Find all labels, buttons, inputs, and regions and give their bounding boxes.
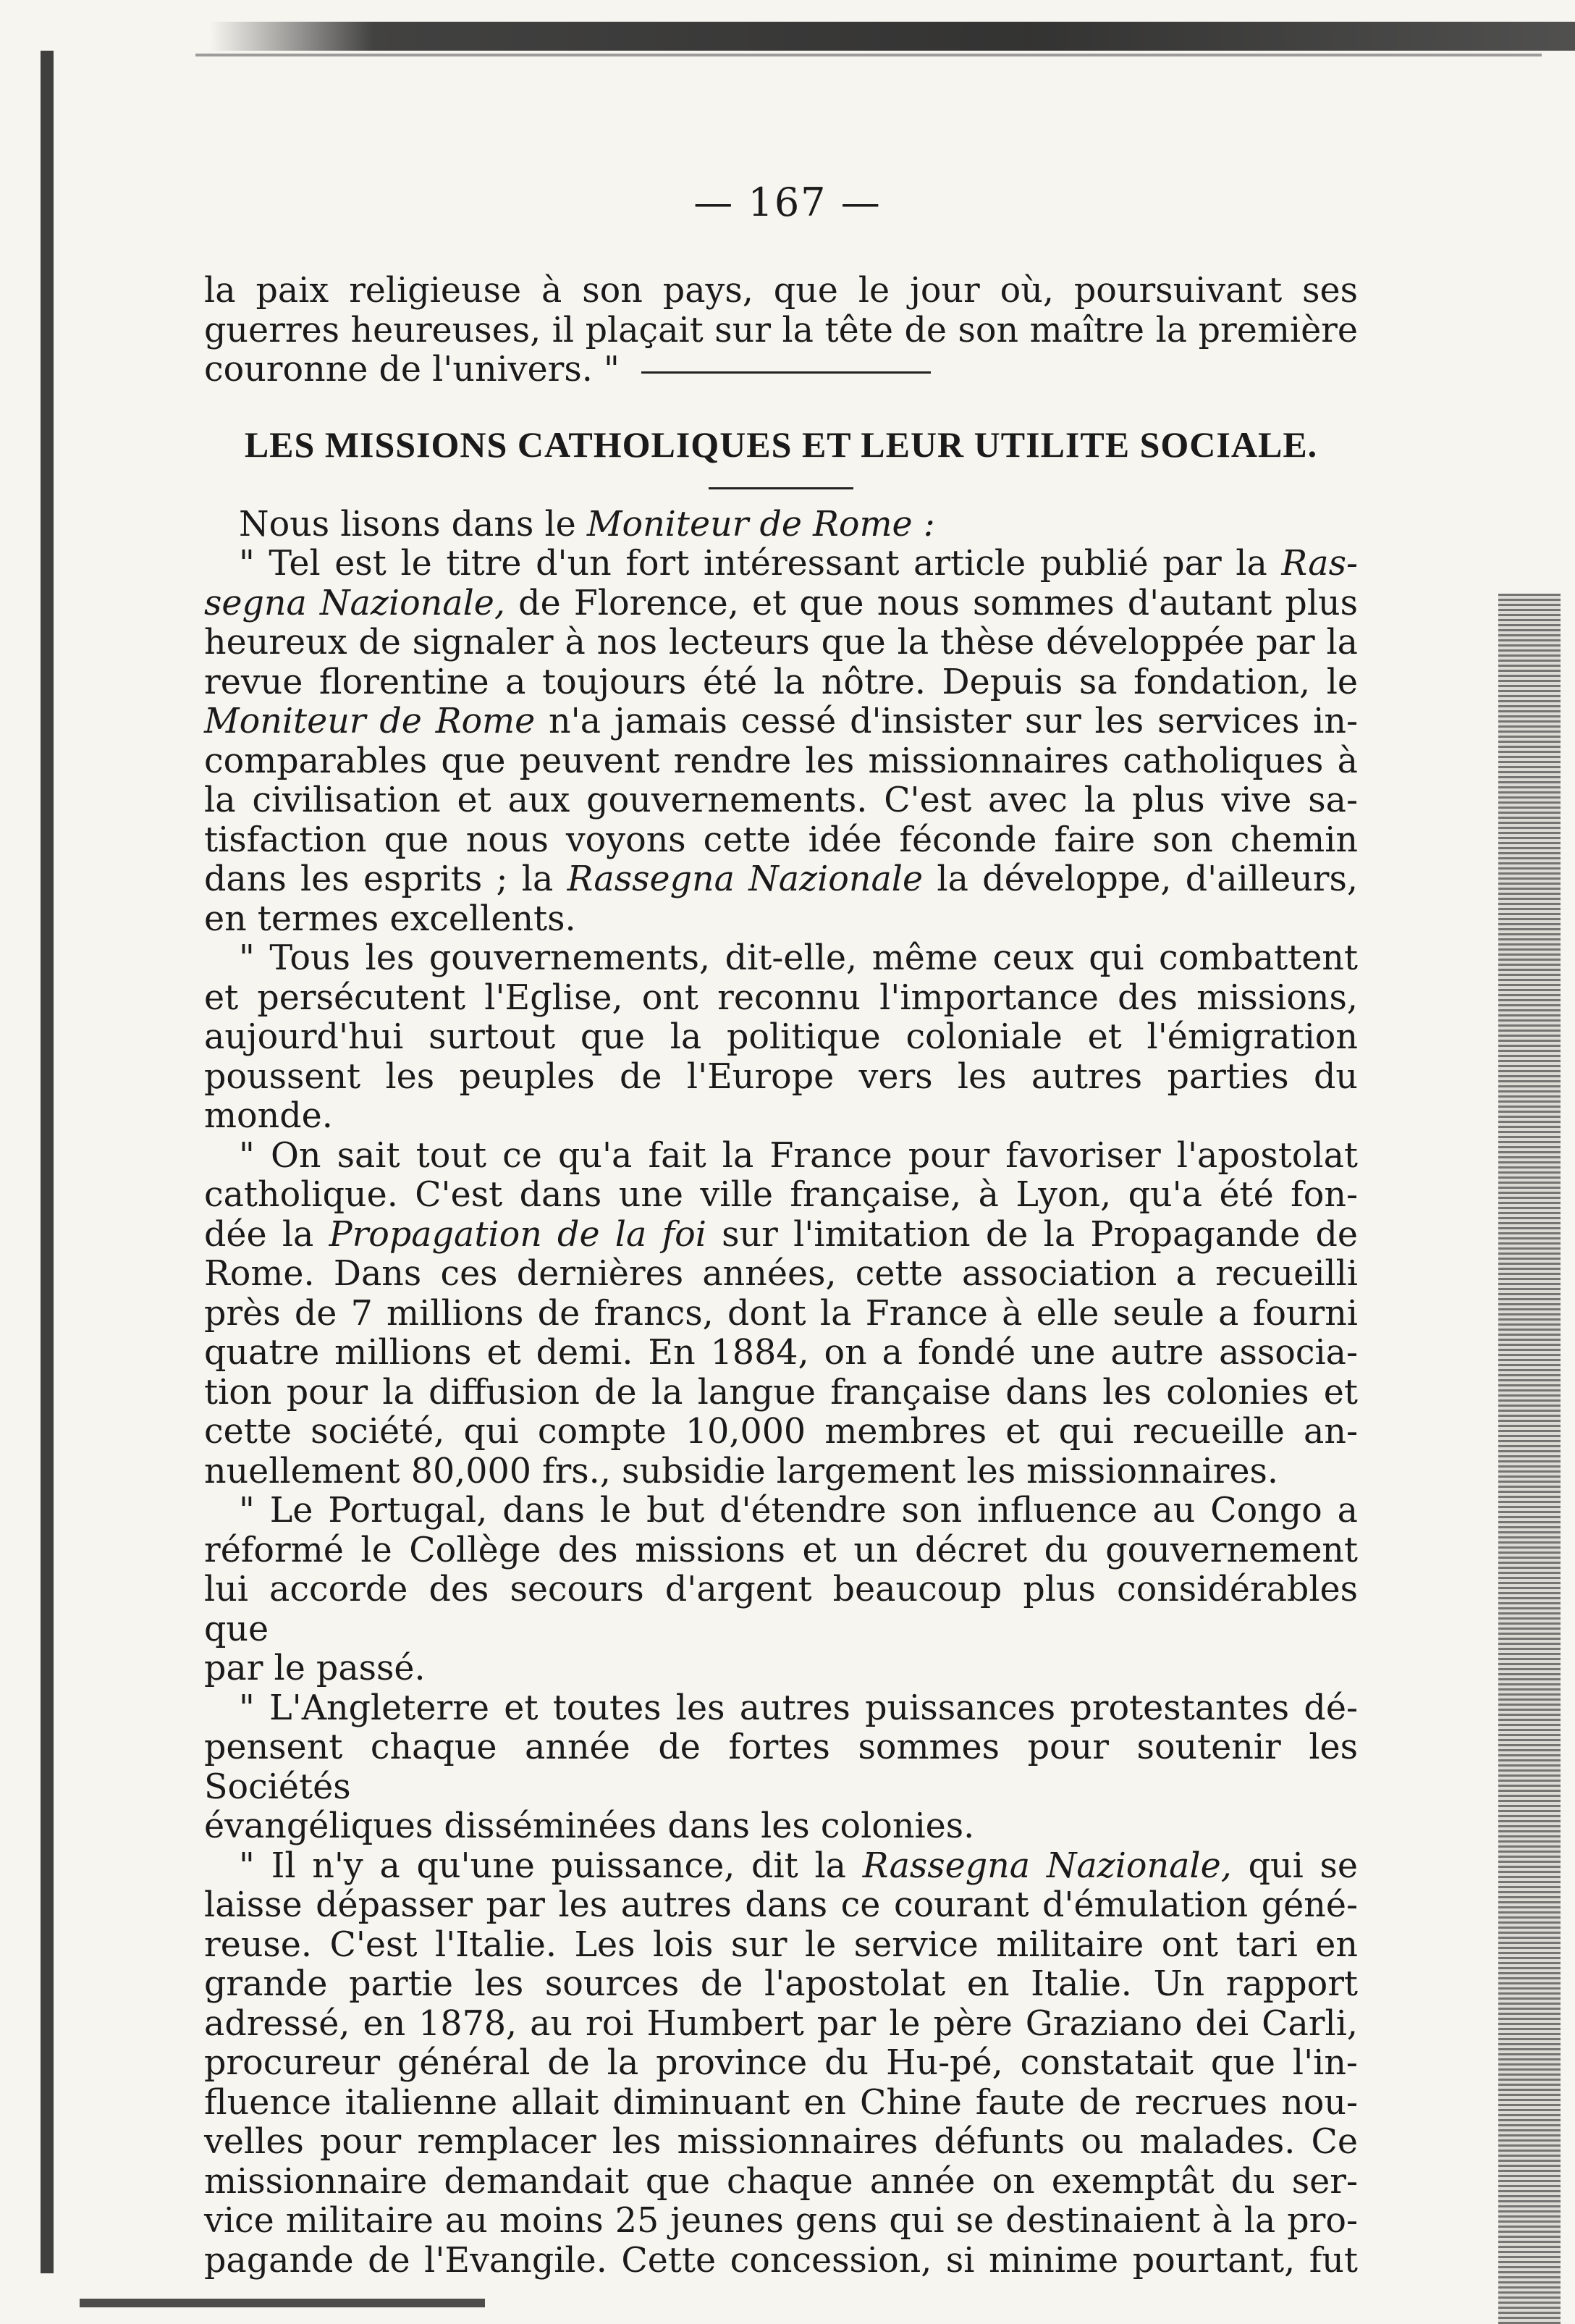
text-span: dans les esprits ; la bbox=[204, 859, 567, 899]
text-line bbox=[204, 702, 1358, 742]
text-span: " Tel est le titre d'un fort intéressant article publié par la bbox=[239, 544, 1282, 584]
scan-edge-top bbox=[210, 22, 1575, 51]
text-line: revue florentine a toujours été la nôtre. Depuis sa fondation, le bbox=[204, 662, 1358, 702]
text-line: catholique. C'est dans une ville française, à Lyon, qu'a été fon- bbox=[204, 1175, 1358, 1215]
text-line: cette société, qui compte 10,000 membres et qui recueille an- bbox=[204, 1412, 1358, 1452]
scan-edge-left bbox=[41, 51, 54, 2273]
page-number: — 167 — bbox=[693, 180, 882, 225]
text-line: velles pour remplacer les missionnaires défunts ou malades. Ce bbox=[204, 2122, 1358, 2162]
text-line: par le passé. bbox=[204, 1649, 426, 1688]
paragraph-4 bbox=[204, 1491, 1358, 1689]
text-span: " Il n'y a qu'une puissance, dit la bbox=[239, 1845, 863, 1886]
article-heading: LES MISSIONS CATHOLIQUES ET LEUR UTILITE SOCIALE. bbox=[244, 424, 1318, 465]
text-line: évangéliques disséminées dans les colonies. bbox=[204, 1806, 975, 1846]
lead-line bbox=[204, 505, 1358, 545]
text-line: lui accorde des secours d'argent beaucoup plus considérables que bbox=[204, 1570, 1358, 1649]
text-span-italic: Rassegna Nazionale, bbox=[862, 1845, 1232, 1886]
text-line: poussent les peuples de l'Europe vers les autres parties du monde. bbox=[204, 1056, 1358, 1136]
text-line: missionnaire demandait que chaque année on exemptât du ser- bbox=[204, 2161, 1358, 2202]
text-line: guerres heureuses, il plaçait sur la tête de son maître la première bbox=[204, 310, 1358, 350]
text-line: la paix religieuse à son pays, que le jour où, poursuivant ses bbox=[204, 271, 1358, 311]
paragraph-2 bbox=[204, 939, 1358, 1137]
text-line bbox=[204, 584, 1358, 624]
text-span-italic: Rassegna Nazionale bbox=[567, 859, 924, 899]
text-span-italic: Ras- bbox=[1281, 544, 1358, 584]
text-span: de Florence, et que nous sommes d'autant plus bbox=[505, 583, 1358, 623]
text-line: comparables que peuvent rendre les missionnaires catholiques à bbox=[204, 741, 1358, 781]
text-line: adressé, en 1878, au roi Humbert par le père Graziano dei Carli, bbox=[204, 2003, 1358, 2044]
text-line: Rome. Dans ces dernières années, cette association a recueilli bbox=[204, 1254, 1358, 1294]
text-line: quatre millions et demi. En 1884, on a fondé une autre associa- bbox=[204, 1333, 1358, 1373]
paragraph-1 bbox=[204, 544, 1358, 939]
text-span-italic: segna Nazionale, bbox=[204, 583, 505, 623]
paragraph-3 bbox=[204, 1137, 1358, 1492]
text-line: pagande de l'Evangile. Cette concession, si minime pourtant, fut bbox=[204, 2240, 1358, 2281]
text-line: laisse dépasser par les autres dans ce courant d'émulation géné- bbox=[204, 1885, 1358, 1925]
text-line: nuellement 80,000 frs., subsidie largement les missionnaires. bbox=[204, 1451, 1278, 1491]
scan-edge-top-line bbox=[195, 54, 1542, 56]
text-line: et persécutent l'Eglise, ont reconnu l'importance des missions, bbox=[204, 977, 1358, 1018]
text-span: qui se bbox=[1231, 1845, 1358, 1886]
page-body bbox=[204, 271, 1358, 2281]
text-span: dée la bbox=[204, 1214, 329, 1255]
text-line bbox=[204, 1216, 1358, 1255]
text-line bbox=[204, 1847, 1358, 1887]
text-line: reuse. C'est l'Italie. Les lois sur le service militaire ont tari en bbox=[204, 1924, 1358, 1965]
text-line: réformé le Collège des missions et un décret du gouvernement bbox=[204, 1530, 1358, 1570]
text-line: " Le Portugal, dans le but d'étendre son influence au Congo a bbox=[239, 1491, 1358, 1531]
text-span: la développe, d'ailleurs, bbox=[923, 859, 1358, 899]
text-line bbox=[204, 860, 1358, 900]
section-divider-short bbox=[641, 371, 931, 374]
text-line: grande partie les sources de l'apostolat en Italie. Un rapport bbox=[204, 1964, 1358, 2004]
text-line: la civilisation et aux gouvernements. C'est avec la plus vive sa- bbox=[204, 780, 1358, 820]
text-span: sur l'imitation de la Propagande de bbox=[706, 1214, 1358, 1255]
text-line: " Tous les gouvernements, dit-elle, même ceux qui combattent bbox=[239, 938, 1358, 978]
text-span: n'a jamais cessé d'insister sur les services in- bbox=[535, 702, 1358, 741]
text-span: Nous lisons dans le bbox=[239, 504, 587, 544]
text-line: " L'Angleterre et toutes les autres puissances protestantes dé- bbox=[239, 1688, 1358, 1728]
text-line: procureur général de la province du Hu-pé, constatait que l'in- bbox=[204, 2043, 1358, 2083]
text-line: en termes excellents. bbox=[204, 898, 576, 939]
text-line: pensent chaque année de fortes sommes pour soutenir les Sociétés bbox=[204, 1727, 1358, 1807]
paragraph-5 bbox=[204, 1689, 1358, 1847]
paragraph-6 bbox=[204, 1847, 1358, 2281]
text-line: près de 7 millions de francs, dont la France à elle seule a fourni bbox=[204, 1293, 1358, 1334]
text-line bbox=[204, 544, 1358, 584]
text-span-italic: Moniteur de Rome bbox=[204, 702, 536, 741]
scan-edge-right bbox=[1498, 594, 1561, 2324]
text-line: fluence italienne allait diminuant en Chine faute de recrues nou- bbox=[204, 2082, 1358, 2123]
text-line: aujourd'hui surtout que la politique coloniale et l'émigration bbox=[204, 1017, 1358, 1057]
source-title: Moniteur de Rome : bbox=[586, 504, 935, 544]
heading-rule bbox=[709, 487, 853, 489]
text-line: tion pour la diffusion de la langue française dans les colonies et bbox=[204, 1372, 1358, 1412]
text-span-italic: Propagation de la foi bbox=[329, 1214, 706, 1255]
text-span: couronne de l'univers. " bbox=[204, 350, 620, 390]
text-line: " On sait tout ce qu'a fait la France pour favoriser l'apostolat bbox=[239, 1135, 1358, 1176]
text-line: tisfaction que nous voyons cette idée féconde faire son chemin bbox=[204, 820, 1358, 860]
intro-paragraph bbox=[204, 271, 1358, 390]
text-line bbox=[204, 350, 1358, 390]
text-line: vice militaire au moins 25 jeunes gens qui se destinaient à la pro- bbox=[204, 2201, 1358, 2241]
scan-edge-bottom bbox=[80, 2299, 485, 2307]
text-line: heureux de signaler à nos lecteurs que la thèse développée par la bbox=[204, 623, 1358, 662]
